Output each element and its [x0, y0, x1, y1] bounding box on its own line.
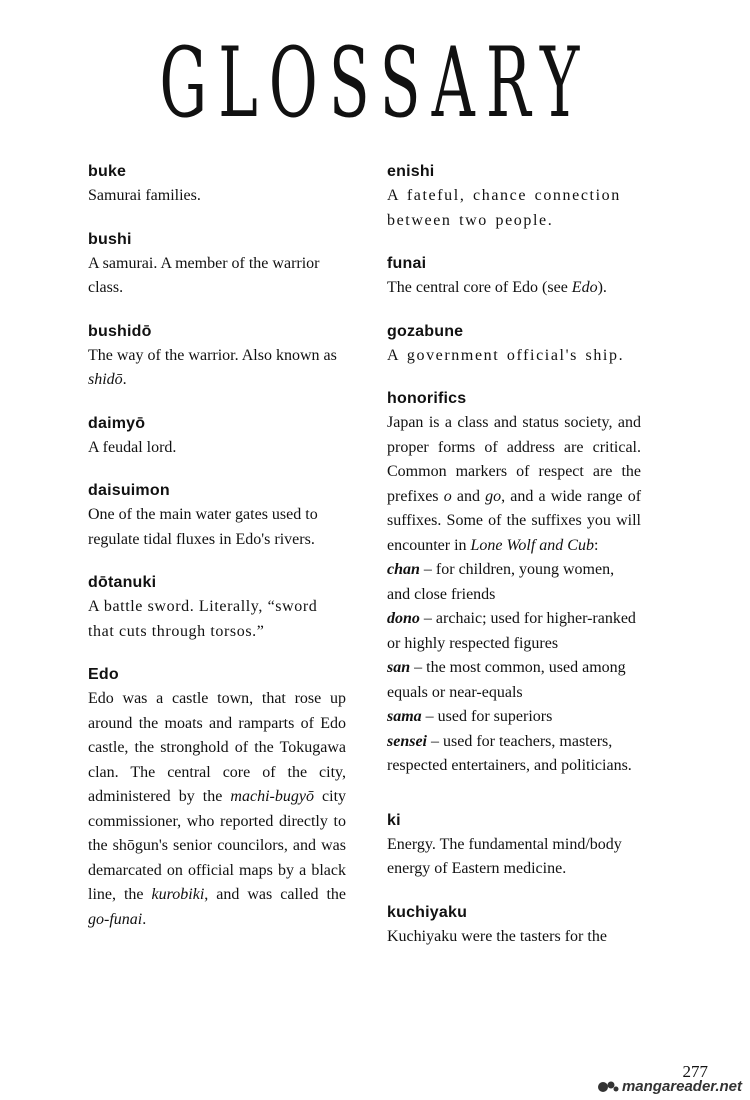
- watermark: [597, 1078, 742, 1095]
- suffix-description: – for children, young women, and close friends: [387, 561, 615, 603]
- definition-text: :: [593, 536, 599, 554]
- definition-text: and: [456, 487, 480, 505]
- suffix-term: sensei: [387, 732, 427, 750]
- glossary-term: kuchiyaku: [387, 903, 468, 921]
- definition-text: Edo was a castle town, that rose up around the moats and ramparts of Edo castle, the stronghold of the Tokugawa clan. The central core of the city, administered by the: [88, 690, 346, 805]
- glossary-entry-dotanuki: [88, 571, 346, 644]
- suffix-description: – used for teachers, masters, respected entertainers, and politicians.: [387, 732, 632, 774]
- honorific-suffix-san: [387, 656, 641, 705]
- glossary-entry-gozabune: [387, 320, 641, 369]
- glossary-definition: A samurai. A member of the warrior class.: [88, 254, 320, 296]
- watermark-text: mangareader.net: [621, 1078, 742, 1095]
- glossary-entry-ki: [387, 809, 641, 882]
- glossary-term: funai: [387, 255, 427, 272]
- glossary-definition: A feudal lord.: [88, 438, 177, 456]
- definition-italic: kurobiki: [151, 886, 205, 903]
- definition-text: , and a wide range of suffixes. Some of the suffixes you will encounter in: [387, 487, 642, 554]
- glossary-term: honorifics: [387, 390, 467, 407]
- glossary-term: dōtanuki: [88, 574, 157, 591]
- definition-italic: Edo: [571, 279, 598, 296]
- glossary-definition: One of the main water gates used to regulate tidal fluxes in Edo's rivers.: [88, 506, 318, 548]
- definition-italic: go-funai: [88, 910, 143, 928]
- honorific-suffix-sama: [387, 705, 641, 730]
- honorific-suffix-dono: [387, 607, 641, 656]
- honorific-suffix-chan: [387, 558, 641, 607]
- glossary-definition: [387, 411, 641, 558]
- glossary-entry-buke: [88, 160, 346, 209]
- suffix-term: chan: [387, 561, 420, 578]
- definition-italic: shidō: [88, 371, 123, 388]
- glossary-term: gozabune: [387, 322, 464, 340]
- page-title: GLOSSARY: [159, 27, 591, 139]
- suffix-description: – used for superiors: [421, 708, 553, 725]
- definition-text: city commissioner, who reported directly to the shōgun's senior councilors, and was demarcated on official maps by a black line, the: [88, 788, 347, 903]
- suffix-term: sama: [387, 708, 422, 725]
- glossary-definition: A government official's ship.: [387, 346, 625, 364]
- glossary-definition: A fateful, chance connection between two people.: [387, 187, 621, 229]
- glossary-definition: Samurai families.: [88, 187, 201, 204]
- glossary-column-right: [387, 160, 641, 968]
- suffix-description: – archaic; used for higher-ranked or highly respected figures: [387, 610, 636, 652]
- glossary-definition: [88, 687, 346, 932]
- glossary-column-left: [88, 160, 346, 951]
- glossary-definition: Kuchiyaku were the tasters for the: [387, 927, 607, 945]
- definition-text: , and was called the: [204, 886, 346, 903]
- glossary-entry-edo: [88, 663, 346, 932]
- glossary-term: ki: [387, 811, 401, 829]
- glossary-entry-kuchiyaku: [387, 901, 641, 950]
- definition-italic: go: [485, 487, 502, 505]
- definition-italic: Lone Wolf and Cub: [470, 536, 594, 554]
- glossary-term: bushi: [88, 230, 132, 248]
- suffix-description: – the most common, used among equals or near-equals: [387, 659, 626, 701]
- glossary-entry-enishi: [387, 160, 641, 233]
- glossary-definition: Energy. The fundamental mind/body energy of Eastern medicine.: [387, 835, 622, 877]
- suffix-term: dono: [387, 610, 420, 627]
- glossary-entry-bushido: [88, 320, 346, 393]
- glossary-term: bushidō: [88, 322, 152, 340]
- honorific-suffix-sensei: [387, 730, 641, 779]
- glossary-definition: A battle sword. Literally, “sword that cuts through torsos.”: [88, 598, 318, 640]
- definition-text: .: [142, 910, 147, 928]
- glossary-definition: [88, 344, 346, 393]
- suffix-term: san: [387, 659, 411, 676]
- glossary-term: enishi: [387, 163, 435, 180]
- definition-italic: machi-bugyō: [230, 788, 314, 805]
- glossary-term: daisuimon: [88, 482, 170, 499]
- definition-text: .: [122, 371, 127, 388]
- definition-text: Japan is a class and status society, and proper forms of address are critical. Common markers of respect are the prefixes: [387, 414, 641, 505]
- glossary-entry-honorifics: [387, 387, 641, 779]
- page-number: 277: [682, 1062, 708, 1081]
- glossary-entry-daisuimon: [88, 479, 346, 552]
- mangareader-logo-icon: [597, 1080, 619, 1094]
- glossary-entry-funai: [387, 252, 641, 301]
- glossary-term: daimyō: [88, 414, 146, 432]
- definition-italic: o: [443, 487, 452, 505]
- definition-text: The way of the warrior. Also known as: [88, 346, 337, 364]
- glossary-entry-bushi: [88, 228, 346, 301]
- glossary-entry-daimyo: [88, 412, 346, 461]
- glossary-term: buke: [88, 163, 127, 180]
- definition-text: The central core of Edo (see: [387, 279, 568, 296]
- glossary-definition: [387, 276, 641, 301]
- definition-text: ).: [597, 279, 607, 296]
- glossary-term: Edo: [88, 666, 119, 683]
